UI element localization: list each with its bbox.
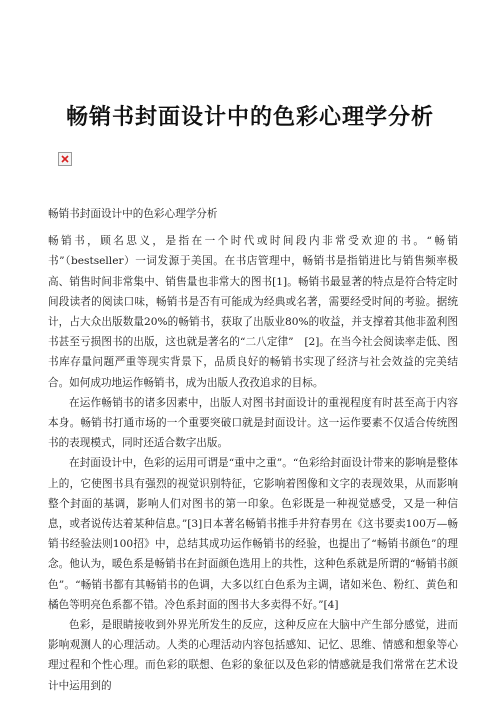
paragraph-4: 色彩，是眼睛接收到外界光所发生的反应，这种反应在大脑中产生部分感觉，进而影响观测人的心理活动。人类的心理活动内容包括感知、记忆、思维、情感和想象等心理过程和个性心理。而色彩的联想、色彩的象征以及色彩的情感就是我们常常在艺术设计中运用到的 — [48, 619, 458, 692]
article-body — [48, 204, 458, 696]
close-icon — [61, 155, 69, 163]
paragraph-1: 畅销书，顾名思义，是指在一个时代或时间段内非常受欢迎的书。“畅销书”（bestseller）一词发源于美国。在书店管理中，畅销书是指销进比与销售频率极高、销售时间非常集中、销售量也非常大的图书[1]。畅销书最显著的特点是符合特定时间段读者的阅读口味，畅销书是否有可能成为经典或名著，需要经受时间的考验。据统计，占大众出版数量20%的畅销书，获取了出版业80%的收益，并支撑着其他非盈利图书甚至亏损图书的出版，这也就是著名的“二八定律” [2]。在当今社会阅读率走低、图书库存量问题严重等现实背景下，品质良好的畅销书实现了经济与社会效益的完美结合。如何成功地运作畅销书，成为出版人孜孜追求的目标。 — [48, 235, 458, 389]
document-title: 畅销书封面设计中的色彩心理学分析 — [65, 104, 434, 130]
paragraph-2: 在运作畅销书的诸多因素中，出版人对图书封面设计的重视程度有时甚至高于内容本身。畅销书打通市场的一个重要突破口就是封面设计。这一运作要素不仅适合传统图书的表现模式，同时还适合数字出版。 — [48, 396, 458, 450]
section-subtitle: 畅销书封面设计中的色彩心理学分析 — [48, 208, 218, 220]
paragraph-3: 在封面设计中，色彩的运用可谓是“重中之重”。“色彩给封面设计带来的影响是整体上的，它使图书具有强烈的视觉识别特征，它影响着图像和文字的表现效果，从而影响整个封面的基调，影响人们对图书的第一印象。色彩既是一种视觉感受，又是一种信息，或者说传达着某种信息。”[3]日本著名畅销书推手井狩春男在《这书要卖100万—畅销书经验法则100招》中，总结其成功运作畅销书的经验，也提出了“畅销书颜色”的理念。他认为，暖色系是畅销书在封面颜色选用上的共性，这种色系就是所谓的“畅销书颜色”。“畅销书都有其畅销书的色调，大多以红白色系为主调，诸如米色、粉红、黄色和橘色等明亮色系都不错。冷色系封面的图书大多卖得不好。”[4] — [48, 457, 458, 611]
broken-image-icon — [58, 152, 72, 166]
